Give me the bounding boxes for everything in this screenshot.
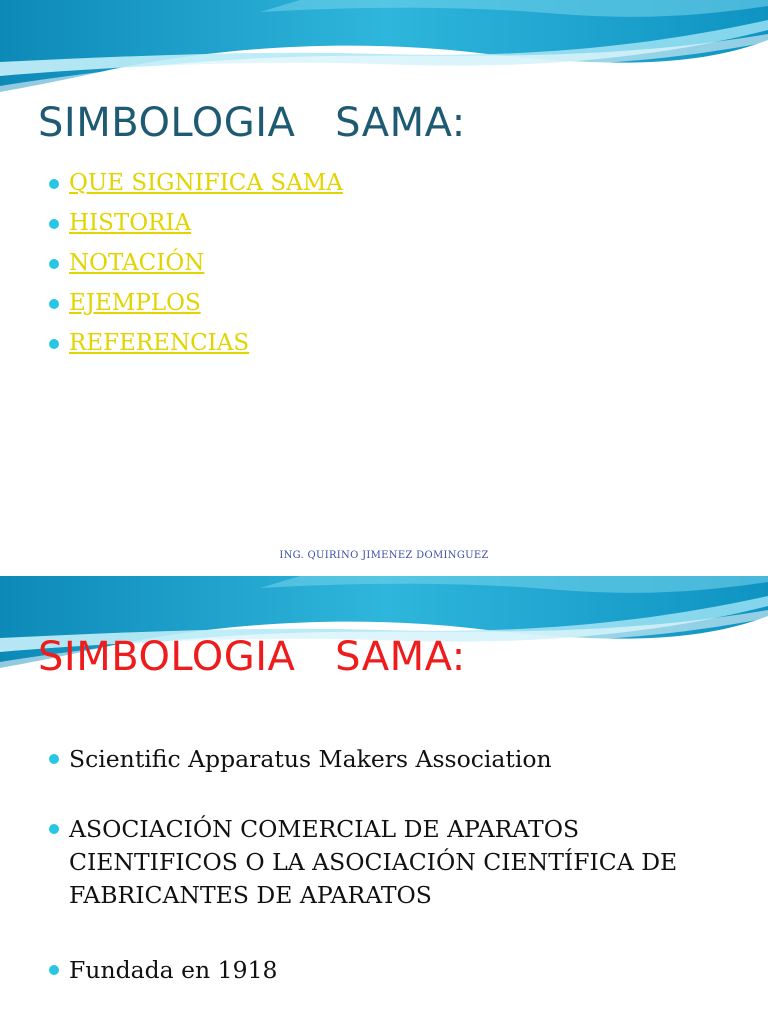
menu-item[interactable]	[38, 328, 343, 368]
slide-title: SIMBOLOGIA SAMA:	[38, 634, 466, 680]
bullet-dot	[49, 965, 59, 975]
topic-link-ejemplos[interactable]: EJEMPLOS	[69, 290, 201, 316]
bullet-text: Scientific Apparatus Makers Association	[69, 745, 552, 773]
bullet-dot	[49, 754, 59, 764]
author-footer: ING. QUIRINO JIMENEZ DOMINGUEZ	[279, 550, 489, 561]
slide-2	[0, 576, 768, 1024]
bullet-item	[38, 813, 677, 912]
topics-menu	[38, 168, 343, 368]
bullet-dot	[49, 179, 59, 189]
menu-item[interactable]	[38, 208, 343, 248]
bullet-dot	[49, 339, 59, 349]
bullet-dot	[49, 219, 59, 229]
bullet-dot	[49, 824, 59, 834]
slide-title: SIMBOLOGIA SAMA:	[38, 100, 466, 146]
bullet-dot	[49, 299, 59, 309]
menu-item[interactable]	[38, 168, 343, 208]
bullet-item	[38, 743, 677, 776]
topic-link-que-significa-sama[interactable]: QUE SIGNIFICA SAMA	[69, 170, 343, 196]
topic-link-historia[interactable]: HISTORIA	[69, 210, 192, 236]
bullet-dot	[49, 259, 59, 269]
bullet-text: ASOCIACIÓN COMERCIAL DE APARATOS CIENTIFICOS O LA ASOCIACIÓN CIENTÍFICA DE FABRICANTES DE APARATOS	[69, 815, 678, 909]
menu-item[interactable]	[38, 248, 343, 288]
bullet-item	[38, 954, 677, 987]
topic-link-referencias[interactable]: REFERENCIAS	[69, 330, 250, 356]
menu-item[interactable]	[38, 288, 343, 328]
bullet-text: Fundada en 1918	[69, 956, 278, 984]
topic-link-notacion[interactable]: NOTACIÓN	[69, 250, 205, 276]
header-wave	[0, 0, 768, 110]
content-bullets	[38, 743, 677, 987]
